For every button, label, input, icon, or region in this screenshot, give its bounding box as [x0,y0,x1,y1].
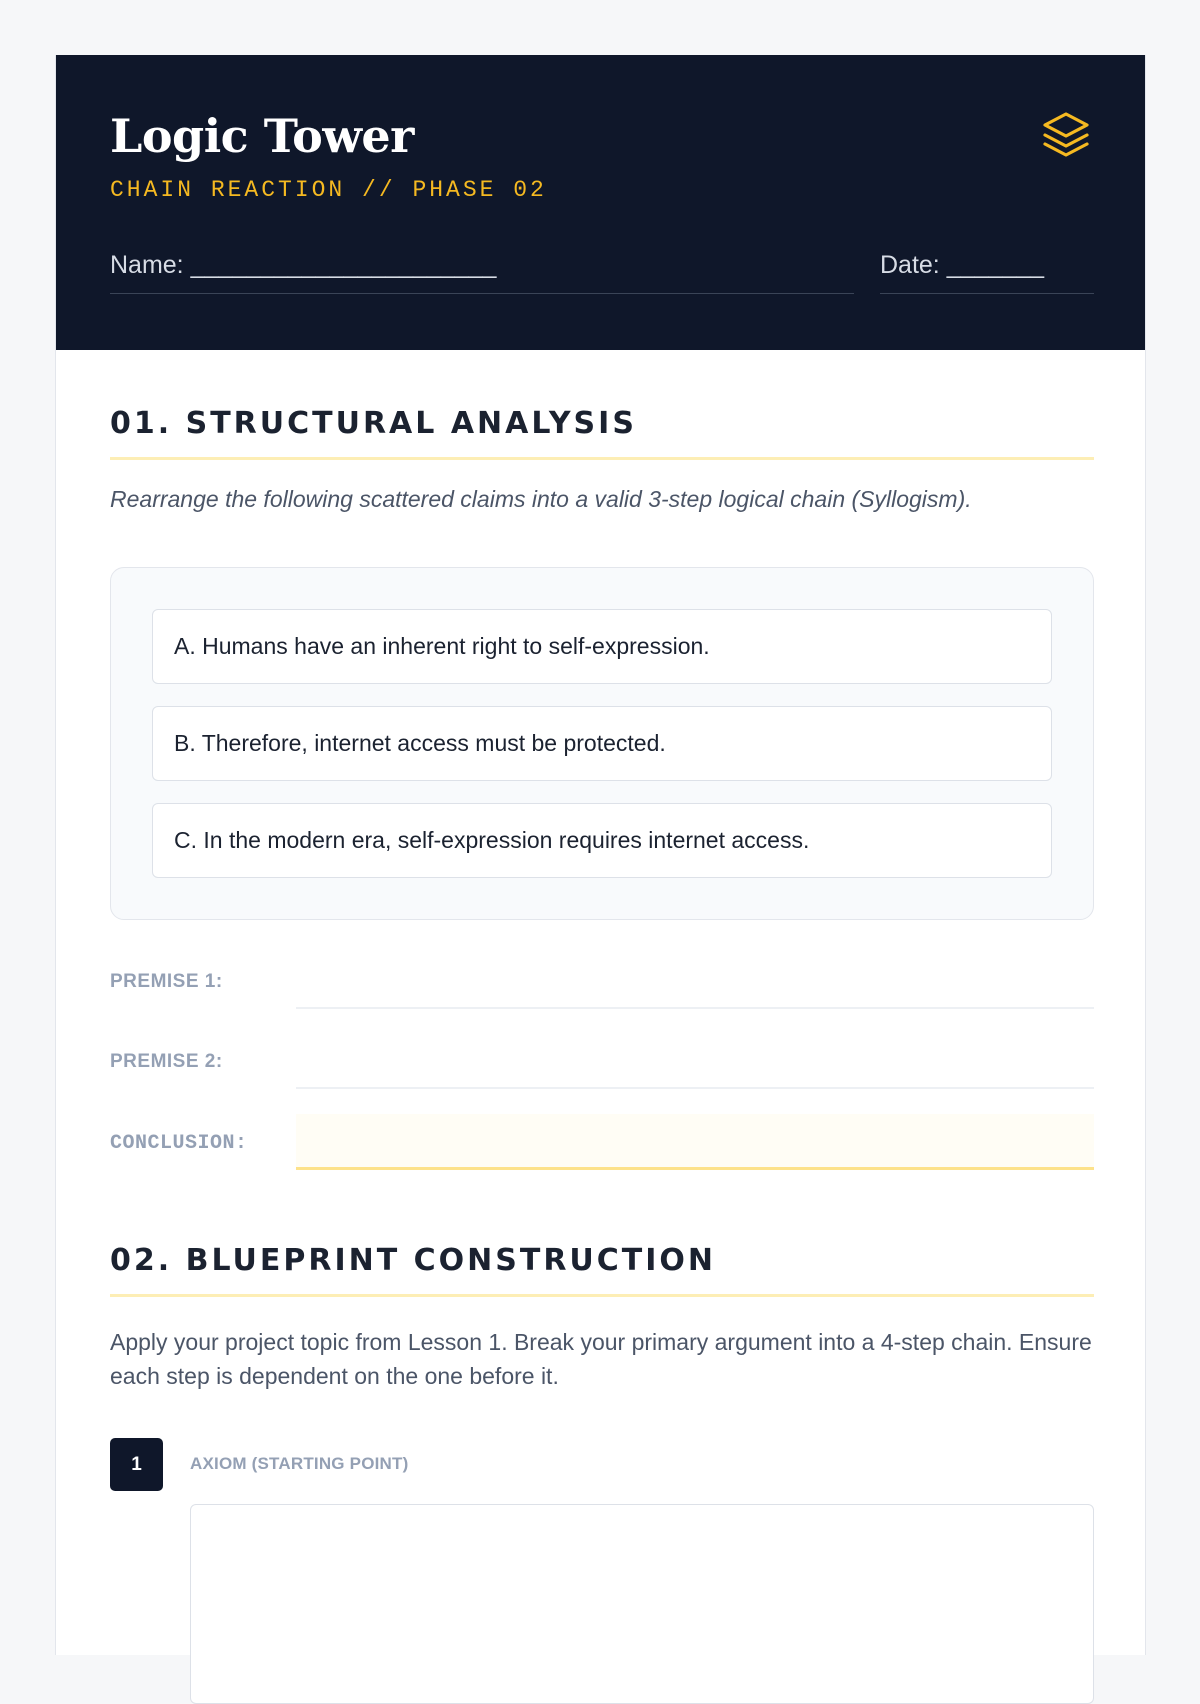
section-blueprint-construction [110,1243,1094,1393]
section-structural-analysis [110,406,1094,513]
step-label: AXIOM (STARTING POINT) [190,1454,409,1473]
worksheet [55,55,1146,1655]
claims-box [110,567,1094,920]
name-field[interactable]: Name: ______________________ [110,251,854,294]
conclusion-input[interactable] [296,1114,1094,1170]
section-title: 01. STRUCTURAL ANALYSIS [110,406,1094,460]
section-instruction: Rearrange the following scattered claims into a valid 3-step logical chain (Syllogism). [110,486,972,512]
conclusion-label: CONCLUSION: [110,1132,248,1155]
premise-1-label: PREMISE 1: [110,971,223,992]
premise-2-label: PREMISE 2: [110,1051,223,1072]
premise-1-row [110,953,1094,1009]
claim-card: A. Humans have an inherent right to self-expression. [152,609,1052,684]
section-title: 02. BLUEPRINT CONSTRUCTION [110,1243,1094,1297]
premise-2-row [110,1033,1094,1089]
worksheet-header [56,55,1145,350]
premise-1-input[interactable] [296,953,1094,1009]
step-answer-box[interactable] [190,1504,1094,1704]
claim-card: B. Therefore, internet access must be protected. [152,706,1052,781]
page-title: Logic Tower [110,109,414,163]
section-description: Apply your project topic from Lesson 1. Break your primary argument into a 4-step chain. Ensure each step is dependent on the one before it. [110,1329,1092,1389]
date-field[interactable]: Date: _______ [880,251,1094,294]
step-number-badge: 1 [110,1438,163,1491]
page-subtitle: CHAIN REACTION // PHASE 02 [110,177,547,203]
premise-2-input[interactable] [296,1033,1094,1089]
claim-card: C. In the modern era, self-expression requires internet access. [152,803,1052,878]
conclusion-row [110,1114,1094,1170]
layers-icon [1040,109,1092,161]
